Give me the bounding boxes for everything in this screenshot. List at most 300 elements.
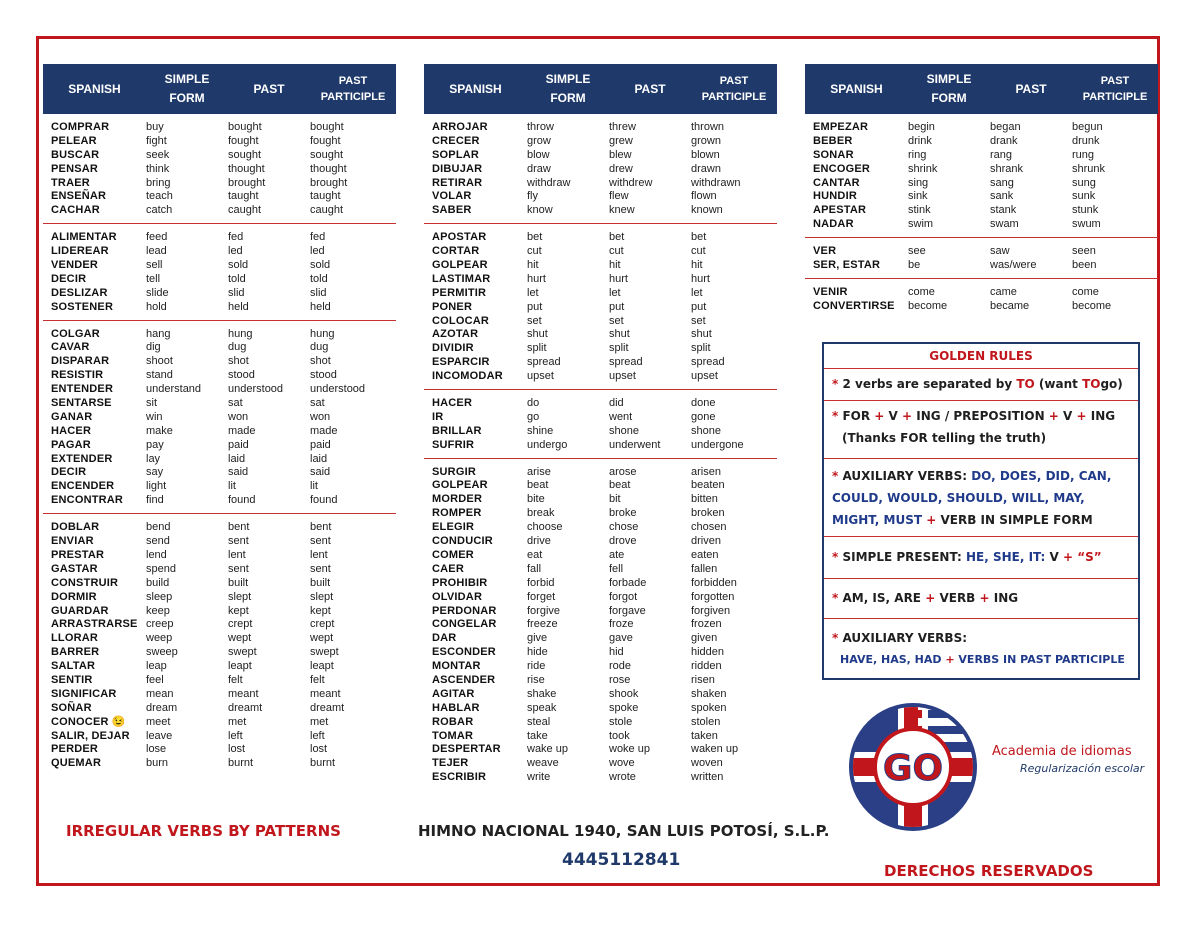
verb-past: fell bbox=[609, 562, 624, 575]
verb-simple-form: dig bbox=[146, 341, 161, 354]
verb-simple-form: feed bbox=[146, 231, 168, 244]
verb-simple-form: break bbox=[527, 507, 555, 520]
verb-simple-form: feel bbox=[146, 673, 164, 686]
rule-highlight: HE, SHE, IT: bbox=[965, 550, 1046, 564]
table-row bbox=[424, 411, 777, 425]
verb-past: stole bbox=[609, 715, 633, 728]
verb-past: grew bbox=[609, 134, 633, 147]
header-past: PAST bbox=[253, 81, 285, 96]
verb-groups bbox=[805, 121, 1158, 319]
verb-spanish: APESTAR bbox=[813, 204, 867, 217]
verb-past-participle: broken bbox=[691, 507, 725, 520]
verb-past: said bbox=[228, 466, 249, 479]
table-row bbox=[43, 688, 396, 702]
rule-text: ING / PREPOSITION bbox=[916, 409, 1045, 423]
verb-past-participle: given bbox=[691, 632, 718, 645]
star-icon: * bbox=[832, 591, 839, 605]
verb-past-participle: slid bbox=[310, 286, 327, 299]
verb-simple-form: become bbox=[908, 299, 948, 312]
header-past-participle: PAST PARTICIPLE bbox=[320, 75, 386, 103]
table-row bbox=[43, 328, 396, 342]
verb-past-participle: bitten bbox=[691, 493, 718, 506]
verb-spanish: VER bbox=[813, 245, 837, 258]
table-row bbox=[43, 618, 396, 632]
verb-past: knew bbox=[609, 204, 635, 217]
verb-past-participle: felt bbox=[310, 673, 325, 686]
verb-group bbox=[424, 231, 777, 390]
verb-spanish: SOÑAR bbox=[51, 701, 92, 714]
verb-past: understood bbox=[228, 383, 284, 396]
verb-past: took bbox=[609, 729, 630, 742]
verb-simple-form: weep bbox=[146, 632, 173, 645]
verb-past-participle: sat bbox=[310, 397, 325, 410]
table-row bbox=[43, 577, 396, 591]
verb-spanish: SURGIR bbox=[432, 465, 476, 478]
verb-spanish: CONVERTIRSE bbox=[813, 299, 895, 312]
table-row bbox=[424, 605, 777, 619]
table-row bbox=[424, 342, 777, 356]
table-row bbox=[424, 479, 777, 493]
verb-simple-form: see bbox=[908, 245, 926, 258]
rule-3 bbox=[824, 459, 1138, 537]
table-row bbox=[805, 135, 1158, 149]
verb-spanish: COMER bbox=[432, 548, 474, 561]
verb-past: wept bbox=[228, 632, 252, 645]
verb-spanish: DORMIR bbox=[51, 590, 97, 603]
plus-sign: + bbox=[925, 591, 936, 605]
verb-past: ate bbox=[609, 548, 625, 561]
verb-past: blew bbox=[609, 148, 632, 161]
verb-simple-form: leap bbox=[146, 660, 167, 673]
verb-simple-form: lay bbox=[146, 452, 161, 465]
verb-simple-form: build bbox=[146, 576, 170, 589]
verb-simple-form: split bbox=[527, 342, 547, 355]
rule-text: ING bbox=[993, 591, 1019, 605]
verb-past: was/were bbox=[990, 259, 1037, 272]
verb-past-participle: shrunk bbox=[1072, 162, 1106, 175]
verb-simple-form: speak bbox=[527, 701, 557, 714]
verb-group bbox=[43, 121, 396, 224]
table-row bbox=[424, 549, 777, 563]
verb-past: left bbox=[228, 729, 243, 742]
verb-past: won bbox=[228, 410, 249, 423]
verb-past-participle: put bbox=[691, 300, 707, 313]
table-row bbox=[43, 674, 396, 688]
table-row bbox=[424, 177, 777, 191]
verb-spanish: SOPLAR bbox=[432, 148, 480, 161]
verb-spanish: MONTAR bbox=[432, 660, 481, 673]
verb-past-participle: begun bbox=[1072, 121, 1103, 133]
verb-past: stood bbox=[228, 369, 255, 382]
verb-past-participle: gone bbox=[691, 410, 716, 423]
verb-past-participle: told bbox=[310, 272, 328, 285]
rule-highlight: TO bbox=[1016, 377, 1035, 391]
table-row bbox=[43, 730, 396, 744]
verb-past: swept bbox=[228, 646, 257, 659]
verb-past: bought bbox=[228, 121, 262, 133]
verb-spanish: SALTAR bbox=[51, 660, 96, 673]
verb-past: lost bbox=[228, 743, 246, 756]
verb-past-participle: known bbox=[691, 204, 723, 217]
verb-spanish: INCOMODAR bbox=[432, 370, 503, 383]
verb-past-participle: won bbox=[310, 410, 331, 423]
verb-spanish: DOBLAR bbox=[51, 521, 100, 534]
verb-simple-form: pay bbox=[146, 438, 164, 451]
table-row bbox=[43, 177, 396, 191]
verb-simple-form: spend bbox=[146, 562, 176, 575]
verb-past-participle: fought bbox=[310, 134, 341, 147]
verb-past: flew bbox=[609, 190, 629, 203]
table-row bbox=[424, 231, 777, 245]
verb-past-participle: built bbox=[310, 576, 331, 589]
verb-past: cut bbox=[609, 245, 624, 258]
verb-past: split bbox=[609, 342, 629, 355]
verb-past: arose bbox=[609, 465, 637, 478]
verb-spanish: GOLPEAR bbox=[432, 259, 488, 272]
verb-simple-form: understand bbox=[146, 383, 202, 396]
verb-spanish: VOLAR bbox=[432, 190, 472, 203]
verb-spanish: ESPARCIR bbox=[432, 356, 490, 369]
verb-spanish: HUNDIR bbox=[813, 190, 857, 203]
verb-past-participle: taken bbox=[691, 729, 718, 742]
table-row bbox=[43, 632, 396, 646]
table-row bbox=[43, 273, 396, 287]
verb-simple-form: give bbox=[527, 632, 548, 645]
verb-simple-form: bend bbox=[146, 521, 171, 534]
table-row bbox=[43, 702, 396, 716]
verb-spanish: DAR bbox=[432, 632, 457, 645]
verb-past-participle: lent bbox=[310, 548, 328, 561]
table-row bbox=[43, 190, 396, 204]
table-row bbox=[43, 135, 396, 149]
verb-past: sold bbox=[228, 259, 249, 272]
table-header bbox=[43, 64, 396, 114]
verb-group bbox=[805, 121, 1158, 238]
verb-past-participle: undergone bbox=[691, 438, 744, 451]
rule-text: V bbox=[1063, 409, 1073, 423]
verb-simple-form: hang bbox=[146, 327, 171, 340]
verb-group bbox=[805, 245, 1158, 279]
verb-past-participle: laid bbox=[310, 452, 328, 465]
table-row bbox=[424, 163, 777, 177]
verb-past-participle: stunk bbox=[1072, 204, 1099, 217]
table-header bbox=[424, 64, 777, 114]
verb-spanish: AGITAR bbox=[432, 687, 475, 700]
table-row bbox=[43, 259, 396, 273]
verb-simple-form: think bbox=[146, 162, 170, 175]
verb-spanish: GUARDAR bbox=[51, 604, 109, 617]
verb-spanish: ENVIAR bbox=[51, 535, 94, 548]
verb-past-participle: set bbox=[691, 314, 706, 327]
table-row bbox=[43, 480, 396, 494]
verb-simple-form: shut bbox=[527, 328, 548, 341]
table-row bbox=[424, 190, 777, 204]
verb-simple-form: fight bbox=[146, 134, 167, 147]
table-row bbox=[43, 494, 396, 508]
verb-spanish: CAER bbox=[432, 562, 464, 575]
verb-past-participle: forgotten bbox=[691, 590, 735, 603]
verb-past-participle: swum bbox=[1072, 218, 1101, 231]
rule-5 bbox=[824, 579, 1138, 619]
verb-past-participle: led bbox=[310, 245, 325, 258]
verb-spanish: DECIR bbox=[51, 272, 87, 285]
star-icon: * bbox=[832, 631, 839, 645]
verb-past: hit bbox=[609, 259, 621, 272]
verb-past-participle: shone bbox=[691, 424, 721, 437]
verb-simple-form: drive bbox=[527, 535, 551, 548]
verb-spanish: ASCENDER bbox=[432, 673, 496, 686]
verb-simple-form: forgive bbox=[527, 604, 561, 617]
table-row bbox=[805, 121, 1158, 135]
verb-past: bit bbox=[609, 493, 621, 506]
rule-6 bbox=[824, 619, 1138, 679]
verb-simple-form: keep bbox=[146, 604, 170, 617]
table-row bbox=[424, 577, 777, 591]
verb-past: held bbox=[228, 300, 249, 313]
verb-past: meant bbox=[228, 687, 259, 700]
verb-spanish: ESCRIBIR bbox=[432, 771, 487, 784]
verb-simple-form: tell bbox=[146, 272, 161, 285]
table-row bbox=[43, 121, 396, 135]
verb-past-participle: hit bbox=[691, 259, 703, 272]
verb-past: burnt bbox=[228, 757, 254, 770]
table-row bbox=[43, 591, 396, 605]
table-row bbox=[424, 591, 777, 605]
verb-spanish: ESCONDER bbox=[432, 646, 496, 659]
verb-past-participle: ridden bbox=[691, 660, 722, 673]
verb-simple-form: bet bbox=[527, 231, 543, 244]
verb-past: made bbox=[228, 424, 256, 437]
verb-spanish: COMPRAR bbox=[51, 121, 110, 133]
verb-simple-form: lead bbox=[146, 245, 167, 258]
verb-past: chose bbox=[609, 521, 639, 534]
footer-title: IRREGULAR VERBS BY PATTERNS bbox=[66, 822, 341, 840]
plus-sign: + bbox=[945, 653, 955, 666]
verb-past: thought bbox=[228, 162, 265, 175]
verb-simple-form: spread bbox=[527, 356, 561, 369]
verb-past: shone bbox=[609, 424, 639, 437]
verb-spanish: DESLIZAR bbox=[51, 286, 108, 299]
table-row bbox=[43, 660, 396, 674]
verb-spanish: QUEMAR bbox=[51, 757, 102, 770]
verb-simple-form: put bbox=[527, 300, 543, 313]
verb-past: drew bbox=[609, 162, 633, 175]
verb-spanish: HACER bbox=[51, 424, 92, 437]
table-row bbox=[424, 397, 777, 411]
table-row bbox=[424, 315, 777, 329]
verb-past: shook bbox=[609, 687, 639, 700]
verb-past: hid bbox=[609, 646, 624, 659]
verb-past: stank bbox=[990, 204, 1017, 217]
verb-simple-form: bite bbox=[527, 493, 545, 506]
table-row bbox=[424, 688, 777, 702]
rule-text: FOR bbox=[842, 409, 871, 423]
verb-simple-form: creep bbox=[146, 618, 174, 631]
verb-past: let bbox=[609, 286, 621, 299]
verb-spanish: SENTARSE bbox=[51, 397, 112, 410]
rule-text: 2 verbs are separated by bbox=[842, 377, 1013, 391]
table-row bbox=[43, 231, 396, 245]
verb-spanish: ARRASTRARSE bbox=[51, 618, 138, 631]
verb-simple-form: sing bbox=[908, 176, 929, 189]
rule-text: go) bbox=[1100, 377, 1123, 391]
verb-simple-form: wake up bbox=[527, 743, 568, 756]
table-row bbox=[805, 259, 1158, 273]
verb-spanish: NADAR bbox=[813, 218, 854, 231]
verb-past-participle: swept bbox=[310, 646, 339, 659]
table-row bbox=[43, 439, 396, 453]
verb-past-participle: spoken bbox=[691, 701, 727, 714]
verb-past-participle: flown bbox=[691, 190, 717, 203]
verb-past-participle: forgiven bbox=[691, 604, 731, 617]
table-row bbox=[805, 149, 1158, 163]
verb-spanish: SALIR, DEJAR bbox=[51, 729, 130, 742]
verb-past: fought bbox=[228, 134, 259, 147]
table-row bbox=[43, 549, 396, 563]
verb-simple-form: teach bbox=[146, 190, 173, 203]
verb-past: swam bbox=[990, 218, 1019, 231]
verb-past: threw bbox=[609, 121, 636, 133]
verb-simple-form: swim bbox=[908, 218, 934, 231]
verb-past-participle: shaken bbox=[691, 687, 727, 700]
verb-spanish: PERDER bbox=[51, 743, 99, 756]
verb-past-participle: spread bbox=[691, 356, 725, 369]
verb-past-participle: understood bbox=[310, 383, 366, 396]
verb-past: caught bbox=[228, 204, 262, 217]
verb-past-participle: arisen bbox=[691, 465, 721, 478]
header-spanish: SPANISH bbox=[449, 81, 502, 96]
verb-simple-form: go bbox=[527, 410, 540, 423]
verb-past: saw bbox=[990, 245, 1010, 258]
table-row bbox=[424, 301, 777, 315]
verb-past: became bbox=[990, 299, 1030, 312]
table-row bbox=[43, 287, 396, 301]
table-row bbox=[43, 355, 396, 369]
verb-past-participle: sought bbox=[310, 148, 344, 161]
verb-spanish: ROMPER bbox=[432, 507, 482, 520]
verb-spanish: CONOCER 😉 bbox=[51, 715, 126, 728]
verb-group bbox=[424, 121, 777, 224]
verb-spanish: ENCOGER bbox=[813, 162, 871, 175]
star-icon: * bbox=[832, 469, 839, 483]
table-row bbox=[424, 287, 777, 301]
verb-simple-form: draw bbox=[527, 162, 551, 175]
verb-past: drank bbox=[990, 134, 1018, 147]
verb-past: dreamt bbox=[228, 701, 263, 714]
table-row bbox=[805, 177, 1158, 191]
verb-past: wrote bbox=[609, 771, 636, 784]
verb-past: sank bbox=[990, 190, 1014, 203]
verb-spanish: RESISTIR bbox=[51, 369, 104, 382]
verb-past: hung bbox=[228, 327, 253, 340]
verb-past: taught bbox=[228, 190, 259, 203]
table-row bbox=[805, 300, 1158, 314]
verb-past: rode bbox=[609, 660, 632, 673]
table-row bbox=[43, 369, 396, 383]
verb-simple-form: let bbox=[527, 286, 539, 299]
verb-past: sent bbox=[228, 535, 249, 548]
verb-simple-form: stink bbox=[908, 204, 931, 217]
verb-past-participle: wept bbox=[310, 632, 334, 645]
verb-past: crept bbox=[228, 618, 253, 631]
verb-simple-form: undergo bbox=[527, 438, 568, 451]
verb-past: felt bbox=[228, 673, 243, 686]
verb-simple-form: shine bbox=[527, 424, 554, 437]
table-row bbox=[805, 204, 1158, 218]
verb-simple-form: drink bbox=[908, 134, 932, 147]
table-row bbox=[43, 453, 396, 467]
verb-past-participle: sunk bbox=[1072, 190, 1096, 203]
verb-past-participle: bought bbox=[310, 121, 344, 133]
verb-past: shut bbox=[609, 328, 630, 341]
verb-groups bbox=[424, 121, 777, 790]
verb-simple-form: weave bbox=[527, 757, 559, 770]
verb-past: set bbox=[609, 314, 624, 327]
verb-simple-form: come bbox=[908, 285, 935, 298]
verb-past: spoke bbox=[609, 701, 639, 714]
table-row bbox=[805, 190, 1158, 204]
table-row bbox=[424, 356, 777, 370]
table-row bbox=[424, 273, 777, 287]
verb-simple-form: set bbox=[527, 314, 542, 327]
header-past: PAST bbox=[634, 81, 666, 96]
verb-past: upset bbox=[609, 370, 636, 383]
verb-past: withdrew bbox=[609, 176, 653, 189]
verb-past-participle: written bbox=[691, 771, 724, 784]
verb-groups bbox=[43, 121, 396, 776]
verb-simple-form: leave bbox=[146, 729, 173, 742]
verb-spanish: LLORAR bbox=[51, 632, 99, 645]
table-row bbox=[43, 204, 396, 218]
header-spanish: SPANISH bbox=[68, 81, 121, 96]
verb-past: bet bbox=[609, 231, 625, 244]
rule-highlight: HAVE, HAS, HAD bbox=[840, 653, 942, 666]
table-row bbox=[424, 702, 777, 716]
verb-past-participle: done bbox=[691, 397, 716, 410]
verb-simple-form: upset bbox=[527, 370, 554, 383]
verb-past-participle: thrown bbox=[691, 121, 725, 133]
table-row bbox=[424, 757, 777, 771]
verb-past: sang bbox=[990, 176, 1014, 189]
verb-simple-form: shoot bbox=[146, 355, 173, 368]
verb-simple-form: mean bbox=[146, 687, 174, 700]
footer-rights: DERECHOS RESERVADOS bbox=[884, 862, 1094, 880]
verb-spanish: PERMITIR bbox=[432, 286, 487, 299]
rule-text: V bbox=[1049, 550, 1059, 564]
verb-past-participle: left bbox=[310, 729, 325, 742]
footer-phone: 4445112841 bbox=[562, 850, 681, 870]
table-row bbox=[805, 163, 1158, 177]
verb-table-2 bbox=[424, 64, 777, 790]
verb-past: found bbox=[228, 494, 256, 507]
verb-past: froze bbox=[609, 618, 634, 631]
verb-spanish: DESPERTAR bbox=[432, 743, 501, 756]
verb-spanish: TOMAR bbox=[432, 729, 474, 742]
table-row bbox=[43, 425, 396, 439]
table-row bbox=[424, 716, 777, 730]
rule-4 bbox=[824, 537, 1138, 579]
verb-simple-form: win bbox=[146, 410, 163, 423]
verb-simple-form: sit bbox=[146, 397, 157, 410]
table-row bbox=[424, 730, 777, 744]
verb-past: sent bbox=[228, 562, 249, 575]
verb-table-1 bbox=[43, 64, 396, 776]
verb-simple-form: shake bbox=[527, 687, 557, 700]
verb-simple-form: be bbox=[908, 259, 921, 272]
verb-simple-form: eat bbox=[527, 548, 543, 561]
verb-spanish: BARRER bbox=[51, 646, 100, 659]
verb-spanish: PRESTAR bbox=[51, 548, 105, 561]
